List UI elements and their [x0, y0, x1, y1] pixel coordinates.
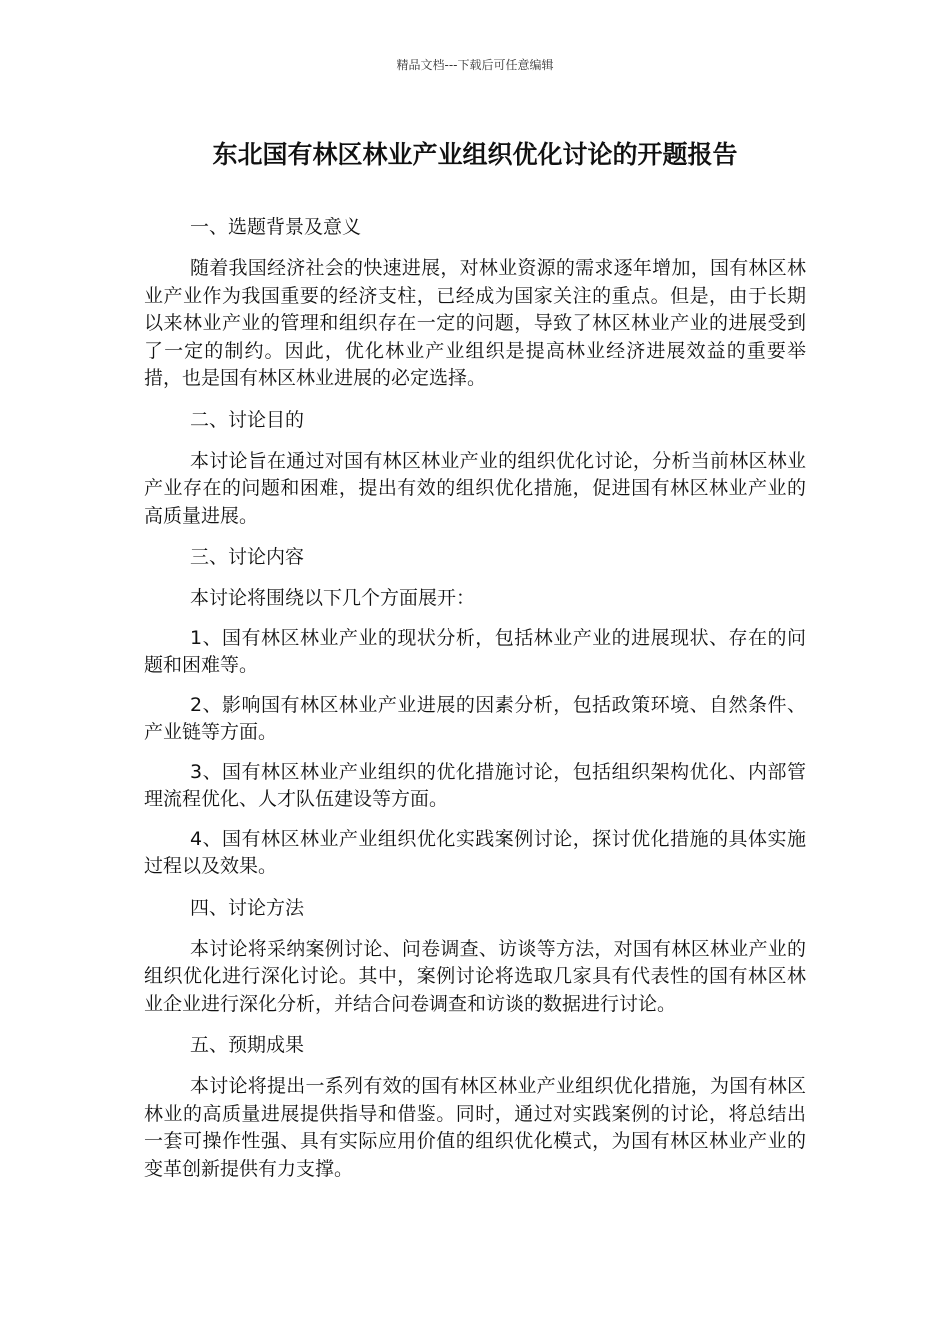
section-heading: 五、预期成果: [190, 1034, 305, 1056]
list-item: 1、国有林区林业产业的现状分析，包括林业产业的进展现状、存在的问题和困难等。: [144, 626, 806, 676]
paragraph: 随着我国经济社会的快速进展，对林业资源的需求逐年增加，国有林区林业产业作为我国重要的经济支柱，已经成为国家关注的重点。但是，由于长期以来林业产业的管理和组织存在一定的问题，导致了林区林业产业的进展受到了一定的制约。因此，优化林业产业组织是提高林业经济进展效益的重要举措，也是国有林区林业进展的必定选择。: [144, 257, 806, 389]
document-body: [144, 212, 806, 1195]
paragraph: 本讨论将采纳案例讨论、问卷调查、访谈等方法，对国有林区林业产业的组织优化进行深化讨论。其中，案例讨论将选取几家具有代表性的国有林区林业企业进行深化分析，并结合问卷调查和访谈的数据进行讨论。: [144, 937, 806, 1015]
paragraph: 本讨论将围绕以下几个方面展开：: [190, 587, 476, 609]
section-background: [144, 212, 806, 393]
section-content: [144, 542, 806, 881]
list-item: 3、国有林区林业产业组织的优化措施讨论，包括组织架构优化、内部管理流程优化、人才队伍建设等方面。: [144, 760, 806, 810]
document-title: 东北国有林区林业产业组织优化讨论的开题报告: [212, 140, 738, 169]
paragraph: 本讨论旨在通过对国有林区林业产业的组织优化讨论，分析当前林区林业产业存在的问题和困难，提出有效的组织优化措施，促进国有林区林业产业的高质量进展。: [144, 449, 806, 527]
section-heading: 四、讨论方法: [190, 896, 305, 919]
list-item: 4、国有林区林业产业组织优化实践案例讨论，探讨优化措施的具体实施过程以及效果。: [144, 827, 806, 877]
list-item: 2、影响国有林区林业产业进展的因素分析，包括政策环境、自然条件、产业链等方面。: [144, 693, 806, 743]
section-heading: 三、讨论内容: [190, 546, 305, 568]
section-outcomes: [144, 1030, 806, 1183]
section-method: [144, 893, 806, 1019]
section-heading: 二、讨论目的: [190, 408, 305, 431]
section-purpose: [144, 405, 806, 531]
paragraph: 本讨论将提出一系列有效的国有林区林业产业组织优化措施，为国有林区林业的高质量进展提供指导和借鉴。同时，通过对实践案例的讨论，将总结出一套可操作性强、具有实际应用价值的组织优化模式，为国有林区林业产业的变革创新提供有力支撑。: [144, 1075, 806, 1180]
page-header: 精品文档---下载后可任意编辑: [396, 58, 554, 72]
section-heading: 一、选题背景及意义: [190, 216, 362, 238]
